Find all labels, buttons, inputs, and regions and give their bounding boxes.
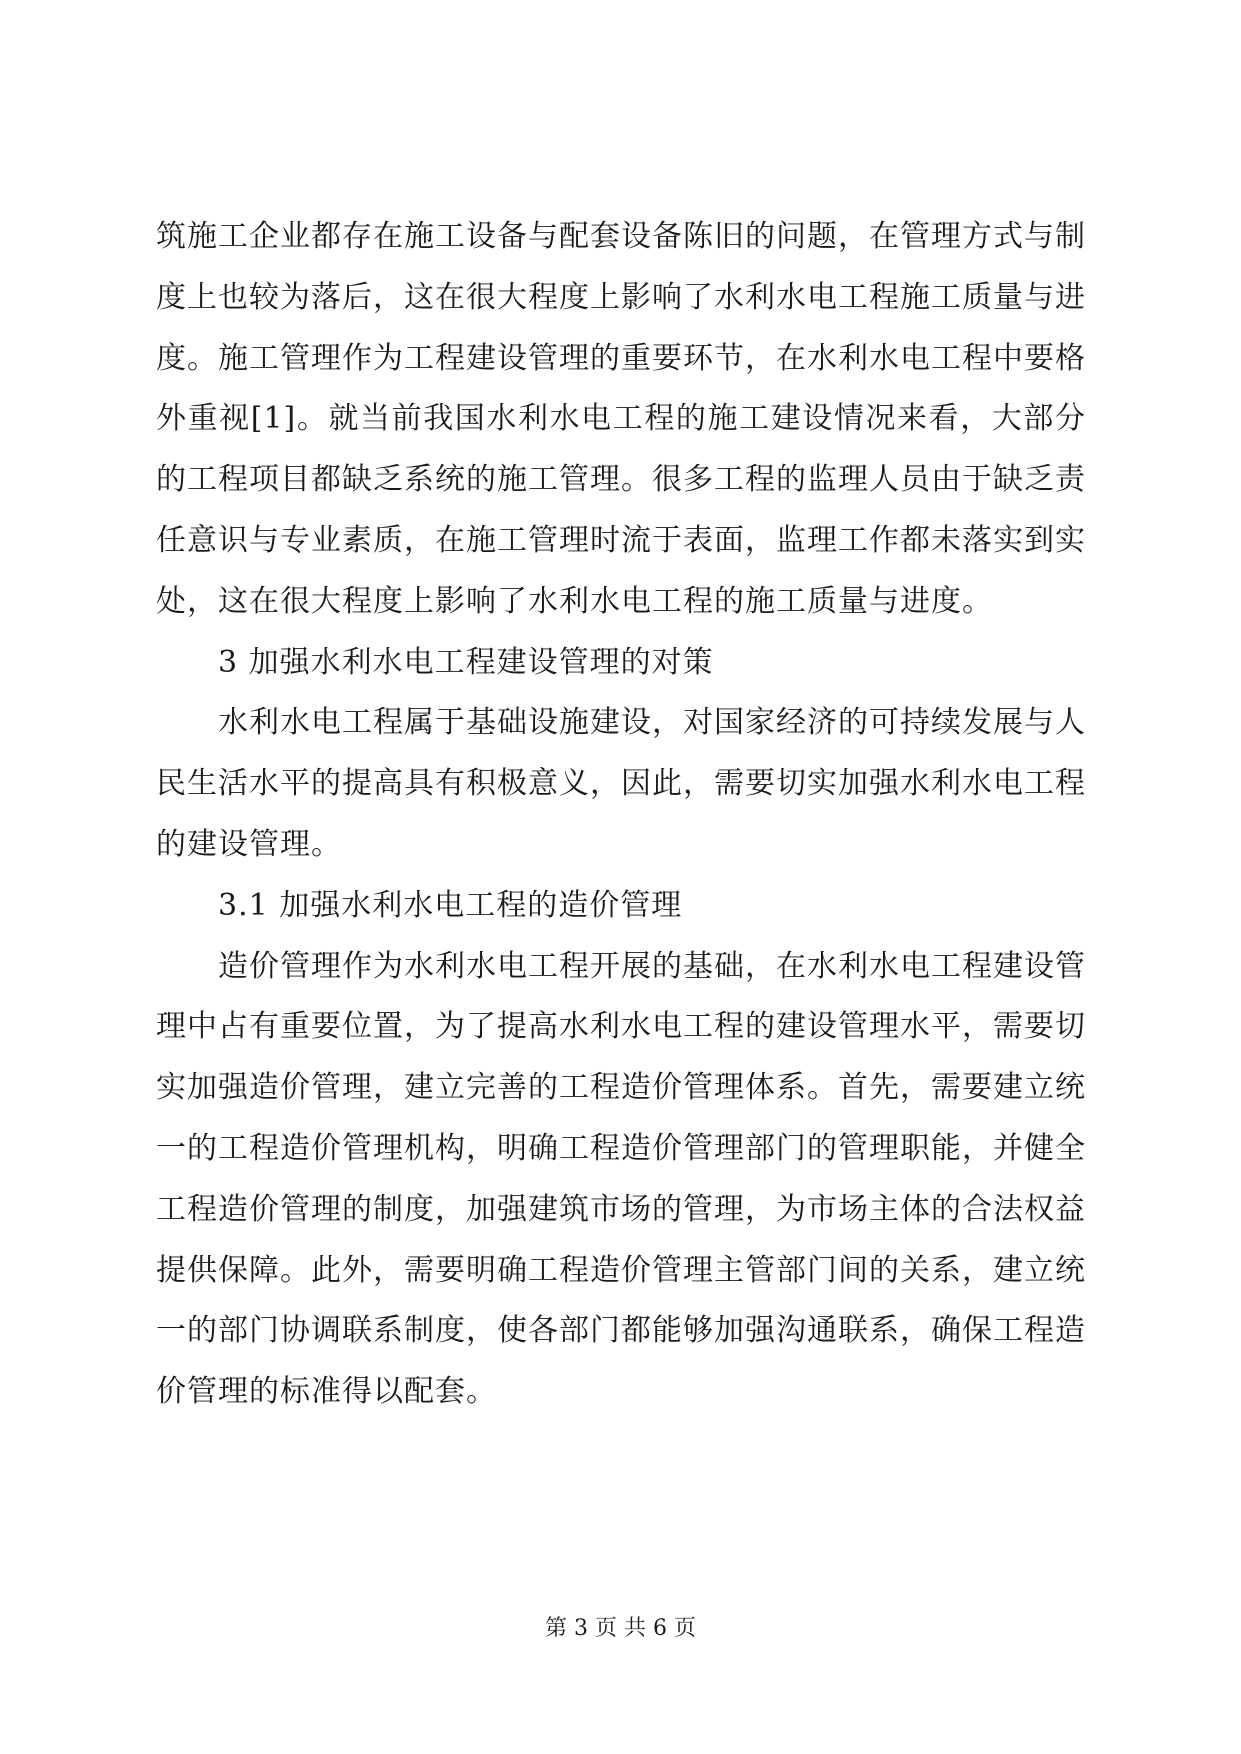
section-heading-3: 3 加强水利水电工程建设管理的对策 (218, 644, 714, 680)
paragraph-section-3-intro: 水利水电工程属于基础设施建设，对国家经济的可持续发展与人民生活水平的提高具有积极意义，因此，需要切实加强水利水电工程的建设管理。 (156, 705, 1086, 862)
section-heading-3-1: 3.1 加强水利水电工程的造价管理 (218, 887, 683, 923)
page-number-footer: 第 3 页 共 6 页 (545, 1616, 696, 1641)
paragraph-section-3-1: 造价管理作为水利水电工程开展的基础，在水利水电工程建设管理中占有重要位置，为了提高水利水电工程的建设管理水平，需要切实加强造价管理，建立完善的工程造价管理体系。首先，需要建立统一的工程造价管理机构，明确工程造价管理部门的管理职能，并健全工程造价管理的制度，加强建筑市场的管理，为市场主体的合法权益提供保障。此外，需要明确工程造价管理主管部门间的关系，建立统一的部门协调联系制度，使各部门都能够加强沟通联系，确保工程造价管理的标准得以配套。 (156, 948, 1086, 1410)
paragraph-continued: 筑施工企业都存在施工设备与配套设备陈旧的问题，在管理方式与制度上也较为落后，这在很大程度上影响了水利水电工程施工质量与进度。施工管理作为工程建设管理的重要环节，在水利水电工程中要格外重视[1]。就当前我国水利水电工程的施工建设情况来看，大部分的工程项目都缺乏系统的施工管理。很多工程的监理人员由于缺乏责任意识与专业素质，在施工管理时流于表面，监理工作都未落实到实处，这在很大程度上影响了水利水电工程的施工质量与进度。 (156, 219, 1086, 619)
document-body (156, 207, 1086, 1423)
